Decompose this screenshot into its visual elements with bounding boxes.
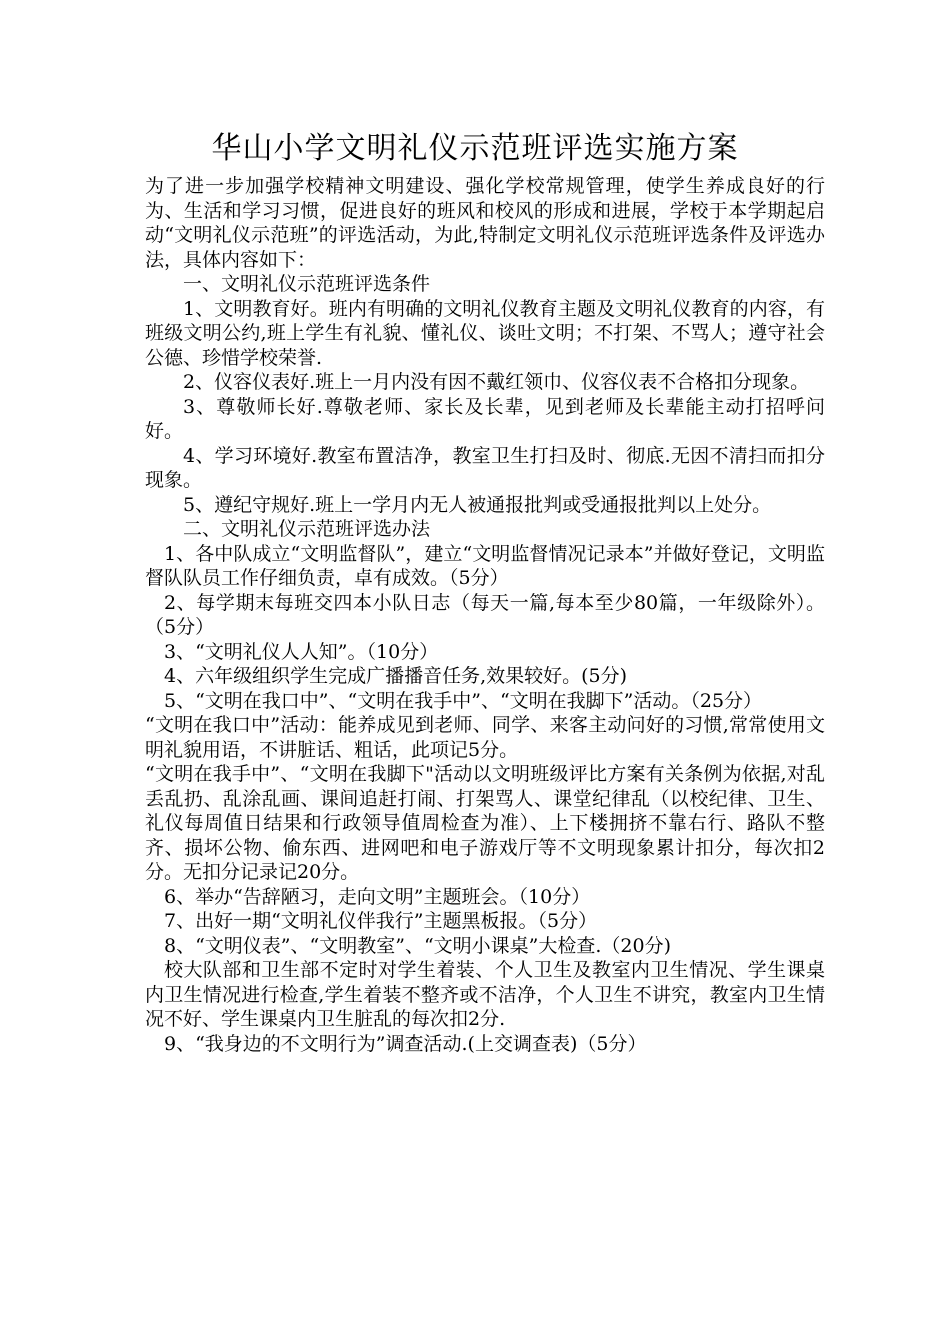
criteria-item: 3、尊敬师长好.尊敬老师、家长及长辈，见到老师及长辈能主动打招呼问好。 bbox=[145, 395, 825, 442]
document-title: 华山小学文明礼仪示范班评选实施方案 bbox=[211, 131, 739, 166]
method-detail: “文明在我手中”、“文明在我脚下"活动以文明班级评比方案有关条例为依据,对乱丢乱扔、乱涂乱画、课间追赶打闹、打架骂人、课堂纪律乱（以校纪律、卫生、礼仪每周值日结果和行政领导值周检查为准）、上下楼拥挤不靠右行、路队不整齐、损坏公物、偷东西、进网吧和电子游戏厅等不文明现象累计扣分，每次扣2分。无扣分记录记20分。 bbox=[145, 763, 825, 883]
method-item: 8、“文明仪表”、“文明教室”、“文明小课桌”大检查.（20分) bbox=[164, 934, 671, 957]
method-detail: 校大队部和卫生部不定时对学生着装、个人卫生及教室内卫生情况、学生课桌内卫生情况进行检查,学生着装不整齐或不洁净，个人卫生不讲究，教室内卫生情况不好、学生课桌内卫生脏乱的每次扣2分. bbox=[145, 959, 825, 1030]
method-item: 1、各中队成立“文明监督队”，建立“文明监督情况记录本”并做好登记，文明监督队队员工作仔细负责，卓有成效。（5分） bbox=[145, 542, 825, 589]
criteria-item: 4、学习环境好.教室布置洁净，教室卫生打扫及时、彻底.无因不清扫而扣分现象。 bbox=[145, 444, 825, 491]
method-item: 4、六年级组织学生完成广播播音任务,效果较好。(5分) bbox=[164, 665, 628, 687]
method-item: 3、“文明礼仪人人知”。（10分） bbox=[164, 640, 439, 663]
method-item: 5、“文明在我口中”、“文明在我手中”、“文明在我脚下”活动。（25分） bbox=[164, 689, 763, 712]
method-item: 2、每学期末每班交四本小队日志（每天一篇,每本至少80篇，一年级除外）。（5分） bbox=[145, 591, 825, 638]
criteria-item: 5、遵纪守规好.班上一学月内无人被通报批判或受通报批判以上处分。 bbox=[183, 493, 772, 516]
method-item: 9、“我身边的不文明行为”调查活动.(上交调查表)（5分） bbox=[164, 1032, 647, 1055]
method-detail: “文明在我口中”活动：能养成见到老师、同学、来客主动问好的习惯,常常使用文明礼貌用语，不讲脏话、粗话，此项记5分。 bbox=[145, 714, 825, 761]
document-body bbox=[145, 174, 825, 1056]
criteria-item: 1、文明教育好。班内有明确的文明礼仪教育主题及文明礼仪教育的内容，有班级文明公约,班上学生有礼貌、懂礼仪、谈吐文明；不打架、不骂人；遵守社会公德、珍惜学校荣誉. bbox=[145, 297, 825, 369]
method-item: 6、举办“告辞陋习，走向文明”主题班会。（10分） bbox=[164, 885, 591, 908]
criteria-item: 2、仪容仪表好.班上一月内没有因不戴红领巾、仪容仪表不合格扣分现象。 bbox=[183, 371, 810, 393]
method-item: 7、出好一期“文明礼仪伴我行”主题黑板报。（5分） bbox=[164, 910, 598, 932]
intro-paragraph: 为了进一步加强学校精神文明建设、强化学校常规管理，使学生养成良好的行为、生活和学习习惯，促进良好的班风和校风的形成和进展，学校于本学期起启动“文明礼仪示范班”的评选活动，为此,特制定文明礼仪示范班评选条件及评选办法，具体内容如下： bbox=[145, 175, 825, 271]
section-heading-criteria: 一、文明礼仪示范班评选条件 bbox=[183, 273, 431, 295]
section-heading-method: 二、文明礼仪示范班评选办法 bbox=[183, 518, 431, 540]
